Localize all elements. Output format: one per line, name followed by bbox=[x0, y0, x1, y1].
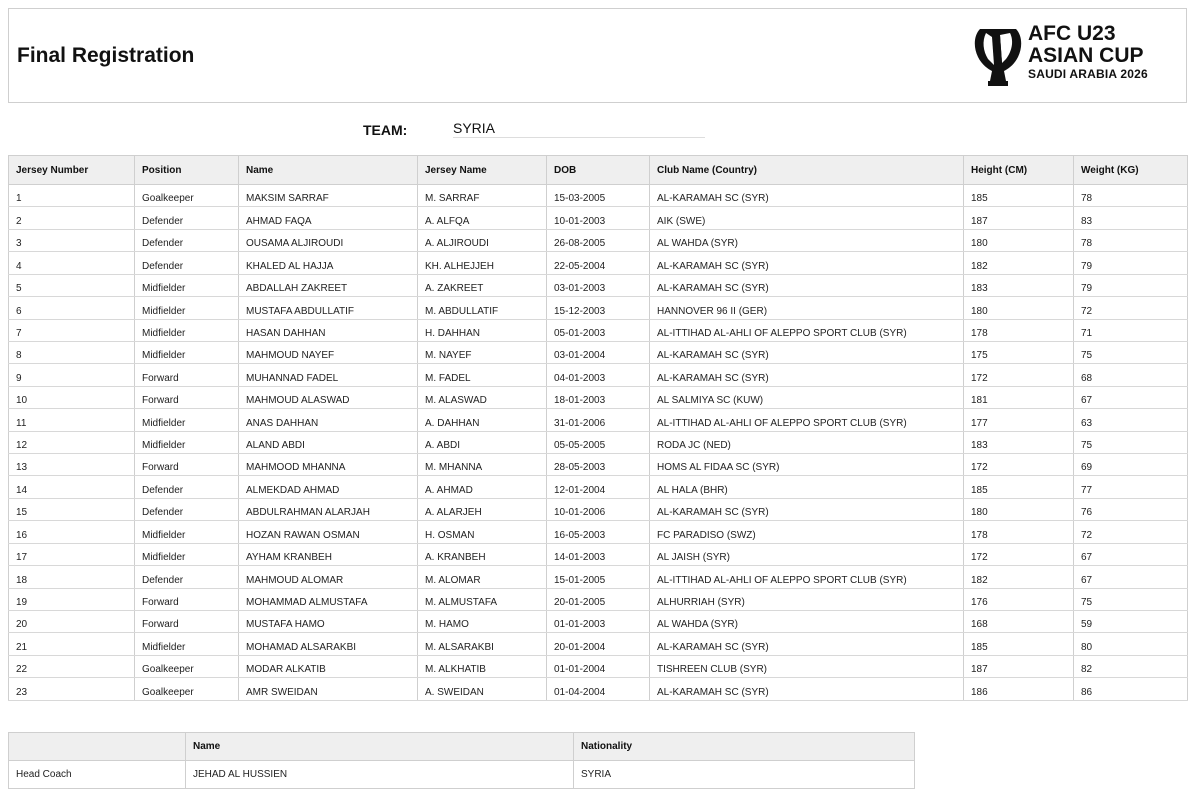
roster-cell: MOHAMMAD ALMUSTAFA bbox=[239, 588, 418, 610]
roster-column-header-3: Jersey Name bbox=[418, 156, 547, 185]
roster-column-header-5: Club Name (Country) bbox=[650, 156, 964, 185]
roster-cell: A. ALJIROUDI bbox=[418, 229, 547, 251]
roster-cell: Midfielder bbox=[135, 521, 239, 543]
roster-cell: 75 bbox=[1074, 588, 1188, 610]
roster-column-header-1: Position bbox=[135, 156, 239, 185]
roster-cell: H. OSMAN bbox=[418, 521, 547, 543]
roster-cell: AL-ITTIHAD AL-AHLI OF ALEPPO SPORT CLUB (SYR) bbox=[650, 319, 964, 341]
roster-cell: 16-05-2003 bbox=[547, 521, 650, 543]
roster-cell: 31-01-2006 bbox=[547, 409, 650, 431]
roster-cell: AL HALA (BHR) bbox=[650, 476, 964, 498]
roster-cell: Forward bbox=[135, 364, 239, 386]
staff-body bbox=[9, 761, 915, 789]
roster-cell: M. FADEL bbox=[418, 364, 547, 386]
table-row bbox=[9, 431, 1188, 453]
roster-cell: M. ABDULLATIF bbox=[418, 297, 547, 319]
roster-cell: A. DAHHAN bbox=[418, 409, 547, 431]
table-row bbox=[9, 611, 1188, 633]
roster-cell: AYHAM KRANBEH bbox=[239, 543, 418, 565]
roster-cell: 26-08-2005 bbox=[547, 229, 650, 251]
roster-cell: 72 bbox=[1074, 521, 1188, 543]
table-row bbox=[9, 364, 1188, 386]
roster-cell: 22 bbox=[9, 655, 135, 677]
table-row bbox=[9, 521, 1188, 543]
roster-cell: KH. ALHEJJEH bbox=[418, 252, 547, 274]
roster-cell: 20-01-2005 bbox=[547, 588, 650, 610]
roster-cell: Forward bbox=[135, 611, 239, 633]
roster-cell: 75 bbox=[1074, 341, 1188, 363]
roster-cell: Midfielder bbox=[135, 297, 239, 319]
roster-cell: 78 bbox=[1074, 185, 1188, 207]
roster-cell: AL-KARAMAH SC (SYR) bbox=[650, 252, 964, 274]
roster-cell: 182 bbox=[964, 566, 1074, 588]
roster-cell: 187 bbox=[964, 655, 1074, 677]
roster-cell: 12 bbox=[9, 431, 135, 453]
roster-cell: Goalkeeper bbox=[135, 185, 239, 207]
roster-cell: AL-ITTIHAD AL-AHLI OF ALEPPO SPORT CLUB (SYR) bbox=[650, 409, 964, 431]
table-row bbox=[9, 341, 1188, 363]
roster-cell: Defender bbox=[135, 476, 239, 498]
staff-cell: SYRIA bbox=[574, 761, 915, 789]
roster-cell: A. AHMAD bbox=[418, 476, 547, 498]
logo-line-1: AFC U23 bbox=[1028, 22, 1116, 45]
roster-cell: M. ALMUSTAFA bbox=[418, 588, 547, 610]
roster-cell: M. ALSARAKBI bbox=[418, 633, 547, 655]
roster-cell: M. ALOMAR bbox=[418, 566, 547, 588]
roster-cell: AL-KARAMAH SC (SYR) bbox=[650, 678, 964, 700]
staff-header-row bbox=[9, 733, 915, 761]
table-row bbox=[9, 543, 1188, 565]
roster-cell: 172 bbox=[964, 364, 1074, 386]
roster-cell: 6 bbox=[9, 297, 135, 319]
roster-column-header-0: Jersey Number bbox=[9, 156, 135, 185]
roster-cell: AL-KARAMAH SC (SYR) bbox=[650, 633, 964, 655]
roster-cell: 79 bbox=[1074, 252, 1188, 274]
roster-cell: Forward bbox=[135, 454, 239, 476]
roster-cell: Defender bbox=[135, 252, 239, 274]
roster-column-header-7: Weight (KG) bbox=[1074, 156, 1188, 185]
roster-cell: H. DAHHAN bbox=[418, 319, 547, 341]
roster-cell: 83 bbox=[1074, 207, 1188, 229]
roster-cell: 21 bbox=[9, 633, 135, 655]
roster-table bbox=[8, 155, 1188, 701]
roster-cell: 172 bbox=[964, 543, 1074, 565]
roster-cell: 05-05-2005 bbox=[547, 431, 650, 453]
roster-cell: M. ALASWAD bbox=[418, 386, 547, 408]
logo-line-2: ASIAN CUP bbox=[1028, 44, 1144, 67]
roster-cell: 79 bbox=[1074, 274, 1188, 296]
roster-cell: 181 bbox=[964, 386, 1074, 408]
roster-cell: 82 bbox=[1074, 655, 1188, 677]
table-row bbox=[9, 566, 1188, 588]
roster-cell: AL JAISH (SYR) bbox=[650, 543, 964, 565]
roster-cell: 71 bbox=[1074, 319, 1188, 341]
roster-cell: 01-01-2003 bbox=[547, 611, 650, 633]
roster-cell: MAKSIM SARRAF bbox=[239, 185, 418, 207]
roster-cell: A. SWEIDAN bbox=[418, 678, 547, 700]
roster-cell: Midfielder bbox=[135, 319, 239, 341]
roster-cell: 7 bbox=[9, 319, 135, 341]
roster-cell: 4 bbox=[9, 252, 135, 274]
roster-cell: MUSTAFA ABDULLATIF bbox=[239, 297, 418, 319]
roster-cell: 14 bbox=[9, 476, 135, 498]
roster-cell: 20-01-2004 bbox=[547, 633, 650, 655]
roster-cell: 175 bbox=[964, 341, 1074, 363]
roster-cell: 176 bbox=[964, 588, 1074, 610]
table-row bbox=[9, 476, 1188, 498]
staff-column-header-2: Nationality bbox=[574, 733, 915, 761]
roster-cell: M. ALKHATIB bbox=[418, 655, 547, 677]
roster-cell: FC PARADISO (SWZ) bbox=[650, 521, 964, 543]
roster-cell: AL WAHDA (SYR) bbox=[650, 229, 964, 251]
roster-cell: MAHMOUD ALASWAD bbox=[239, 386, 418, 408]
roster-body bbox=[9, 185, 1188, 701]
roster-cell: Midfielder bbox=[135, 543, 239, 565]
roster-cell: 15 bbox=[9, 498, 135, 520]
roster-cell: M. HAMO bbox=[418, 611, 547, 633]
roster-cell: A. ABDI bbox=[418, 431, 547, 453]
roster-cell: 10-01-2006 bbox=[547, 498, 650, 520]
roster-cell: 177 bbox=[964, 409, 1074, 431]
roster-cell: 180 bbox=[964, 297, 1074, 319]
roster-cell: MAHMOUD ALOMAR bbox=[239, 566, 418, 588]
roster-cell: MUHANNAD FADEL bbox=[239, 364, 418, 386]
roster-cell: AL-KARAMAH SC (SYR) bbox=[650, 498, 964, 520]
table-row bbox=[9, 252, 1188, 274]
roster-cell: 78 bbox=[1074, 229, 1188, 251]
roster-cell: 01-01-2004 bbox=[547, 655, 650, 677]
roster-cell: 28-05-2003 bbox=[547, 454, 650, 476]
roster-cell: 15-01-2005 bbox=[547, 566, 650, 588]
roster-cell: AL-KARAMAH SC (SYR) bbox=[650, 274, 964, 296]
roster-cell: AIK (SWE) bbox=[650, 207, 964, 229]
logo-line-3: SAUDI ARABIA 2026 bbox=[1028, 67, 1148, 81]
roster-cell: 9 bbox=[9, 364, 135, 386]
roster-cell: Defender bbox=[135, 498, 239, 520]
team-value: SYRIA bbox=[453, 120, 705, 138]
roster-cell: 04-01-2003 bbox=[547, 364, 650, 386]
roster-cell: 80 bbox=[1074, 633, 1188, 655]
roster-cell: HASAN DAHHAN bbox=[239, 319, 418, 341]
table-row bbox=[9, 386, 1188, 408]
roster-cell: M. NAYEF bbox=[418, 341, 547, 363]
roster-cell: 185 bbox=[964, 476, 1074, 498]
roster-column-header-2: Name bbox=[239, 156, 418, 185]
staff-column-header-0 bbox=[9, 733, 186, 761]
roster-cell: Midfielder bbox=[135, 409, 239, 431]
roster-cell: ALAND ABDI bbox=[239, 431, 418, 453]
roster-cell: 59 bbox=[1074, 611, 1188, 633]
roster-cell: AMR SWEIDAN bbox=[239, 678, 418, 700]
roster-cell: 183 bbox=[964, 431, 1074, 453]
roster-header-row bbox=[9, 156, 1188, 185]
roster-cell: OUSAMA ALJIROUDI bbox=[239, 229, 418, 251]
roster-cell: ABDULRAHMAN ALARJAH bbox=[239, 498, 418, 520]
table-row bbox=[9, 319, 1188, 341]
roster-cell: 67 bbox=[1074, 543, 1188, 565]
roster-cell: A. KRANBEH bbox=[418, 543, 547, 565]
roster-cell: 17 bbox=[9, 543, 135, 565]
roster-cell: 23 bbox=[9, 678, 135, 700]
roster-cell: MOHAMAD ALSARAKBI bbox=[239, 633, 418, 655]
roster-cell: 18 bbox=[9, 566, 135, 588]
roster-cell: 63 bbox=[1074, 409, 1188, 431]
roster-cell: 67 bbox=[1074, 566, 1188, 588]
table-row bbox=[9, 185, 1188, 207]
roster-cell: 1 bbox=[9, 185, 135, 207]
roster-cell: Forward bbox=[135, 588, 239, 610]
roster-cell: 19 bbox=[9, 588, 135, 610]
roster-cell: M. MHANNA bbox=[418, 454, 547, 476]
roster-cell: AL-KARAMAH SC (SYR) bbox=[650, 185, 964, 207]
roster-cell: 03-01-2003 bbox=[547, 274, 650, 296]
roster-cell: HOMS AL FIDAA SC (SYR) bbox=[650, 454, 964, 476]
roster-cell: 186 bbox=[964, 678, 1074, 700]
roster-cell: Defender bbox=[135, 566, 239, 588]
roster-cell: 14-01-2003 bbox=[547, 543, 650, 565]
roster-cell: 86 bbox=[1074, 678, 1188, 700]
team-label: TEAM: bbox=[363, 122, 408, 138]
table-row bbox=[9, 229, 1188, 251]
roster-column-header-6: Height (CM) bbox=[964, 156, 1074, 185]
roster-cell: 03-01-2004 bbox=[547, 341, 650, 363]
staff-column-header-1: Name bbox=[186, 733, 574, 761]
roster-cell: TISHREEN CLUB (SYR) bbox=[650, 655, 964, 677]
roster-cell: 183 bbox=[964, 274, 1074, 296]
roster-cell: 18-01-2003 bbox=[547, 386, 650, 408]
table-row bbox=[9, 207, 1188, 229]
table-row bbox=[9, 655, 1188, 677]
roster-cell: MAHMOOD MHANNA bbox=[239, 454, 418, 476]
roster-cell: M. SARRAF bbox=[418, 185, 547, 207]
roster-cell: 180 bbox=[964, 229, 1074, 251]
roster-cell: ABDALLAH ZAKREET bbox=[239, 274, 418, 296]
header-box bbox=[8, 8, 1187, 103]
roster-cell: 72 bbox=[1074, 297, 1188, 319]
table-row bbox=[9, 633, 1188, 655]
table-row bbox=[9, 761, 915, 789]
roster-cell: AL-KARAMAH SC (SYR) bbox=[650, 364, 964, 386]
roster-cell: 15-12-2003 bbox=[547, 297, 650, 319]
table-row bbox=[9, 678, 1188, 700]
table-row bbox=[9, 498, 1188, 520]
roster-cell: 178 bbox=[964, 521, 1074, 543]
roster-cell: 180 bbox=[964, 498, 1074, 520]
roster-cell: 01-04-2004 bbox=[547, 678, 650, 700]
roster-cell: AL-KARAMAH SC (SYR) bbox=[650, 341, 964, 363]
roster-cell: ALHURRIAH (SYR) bbox=[650, 588, 964, 610]
roster-cell: MAHMOUD NAYEF bbox=[239, 341, 418, 363]
roster-cell: A. ZAKREET bbox=[418, 274, 547, 296]
roster-cell: 2 bbox=[9, 207, 135, 229]
roster-cell: ANAS DAHHAN bbox=[239, 409, 418, 431]
roster-cell: 3 bbox=[9, 229, 135, 251]
staff-cell: Head Coach bbox=[9, 761, 186, 789]
roster-cell: 16 bbox=[9, 521, 135, 543]
table-row bbox=[9, 297, 1188, 319]
roster-cell: 75 bbox=[1074, 431, 1188, 453]
roster-cell: 76 bbox=[1074, 498, 1188, 520]
roster-cell: MUSTAFA HAMO bbox=[239, 611, 418, 633]
roster-cell: HANNOVER 96 II (GER) bbox=[650, 297, 964, 319]
roster-cell: 185 bbox=[964, 185, 1074, 207]
roster-cell: Midfielder bbox=[135, 431, 239, 453]
roster-cell: A. ALARJEH bbox=[418, 498, 547, 520]
roster-cell: RODA JC (NED) bbox=[650, 431, 964, 453]
trophy-icon bbox=[970, 23, 1026, 87]
roster-cell: 11 bbox=[9, 409, 135, 431]
roster-cell: 187 bbox=[964, 207, 1074, 229]
roster-cell: AL-ITTIHAD AL-AHLI OF ALEPPO SPORT CLUB (SYR) bbox=[650, 566, 964, 588]
roster-cell: 05-01-2003 bbox=[547, 319, 650, 341]
roster-cell: 69 bbox=[1074, 454, 1188, 476]
roster-cell: 172 bbox=[964, 454, 1074, 476]
staff-table bbox=[8, 732, 915, 789]
roster-cell: 77 bbox=[1074, 476, 1188, 498]
roster-cell: 178 bbox=[964, 319, 1074, 341]
roster-cell: Midfielder bbox=[135, 633, 239, 655]
roster-cell: 10 bbox=[9, 386, 135, 408]
roster-cell: Goalkeeper bbox=[135, 655, 239, 677]
roster-cell: Defender bbox=[135, 207, 239, 229]
roster-cell: 168 bbox=[964, 611, 1074, 633]
staff-cell: JEHAD AL HUSSIEN bbox=[186, 761, 574, 789]
roster-cell: AL WAHDA (SYR) bbox=[650, 611, 964, 633]
roster-cell: MODAR ALKATIB bbox=[239, 655, 418, 677]
roster-cell: AL SALMIYA SC (KUW) bbox=[650, 386, 964, 408]
roster-cell: Goalkeeper bbox=[135, 678, 239, 700]
roster-cell: 68 bbox=[1074, 364, 1188, 386]
roster-cell: HOZAN RAWAN OSMAN bbox=[239, 521, 418, 543]
roster-cell: 182 bbox=[964, 252, 1074, 274]
roster-cell: 20 bbox=[9, 611, 135, 633]
roster-cell: ALMEKDAD AHMAD bbox=[239, 476, 418, 498]
page-title: Final Registration bbox=[17, 44, 195, 67]
roster-cell: 185 bbox=[964, 633, 1074, 655]
roster-cell: KHALED AL HAJJA bbox=[239, 252, 418, 274]
afc-u23-asian-cup-logo bbox=[970, 21, 1170, 91]
roster-cell: 13 bbox=[9, 454, 135, 476]
table-row bbox=[9, 588, 1188, 610]
roster-cell: Midfielder bbox=[135, 274, 239, 296]
roster-cell: AHMAD FAQA bbox=[239, 207, 418, 229]
roster-cell: 8 bbox=[9, 341, 135, 363]
roster-cell: Defender bbox=[135, 229, 239, 251]
table-row bbox=[9, 409, 1188, 431]
table-row bbox=[9, 274, 1188, 296]
table-row bbox=[9, 454, 1188, 476]
roster-cell: 22-05-2004 bbox=[547, 252, 650, 274]
roster-column-header-4: DOB bbox=[547, 156, 650, 185]
roster-cell: 15-03-2005 bbox=[547, 185, 650, 207]
roster-cell: 67 bbox=[1074, 386, 1188, 408]
roster-cell: A. ALFQA bbox=[418, 207, 547, 229]
roster-cell: Forward bbox=[135, 386, 239, 408]
roster-cell: 10-01-2003 bbox=[547, 207, 650, 229]
roster-cell: 5 bbox=[9, 274, 135, 296]
roster-cell: 12-01-2004 bbox=[547, 476, 650, 498]
roster-cell: Midfielder bbox=[135, 341, 239, 363]
